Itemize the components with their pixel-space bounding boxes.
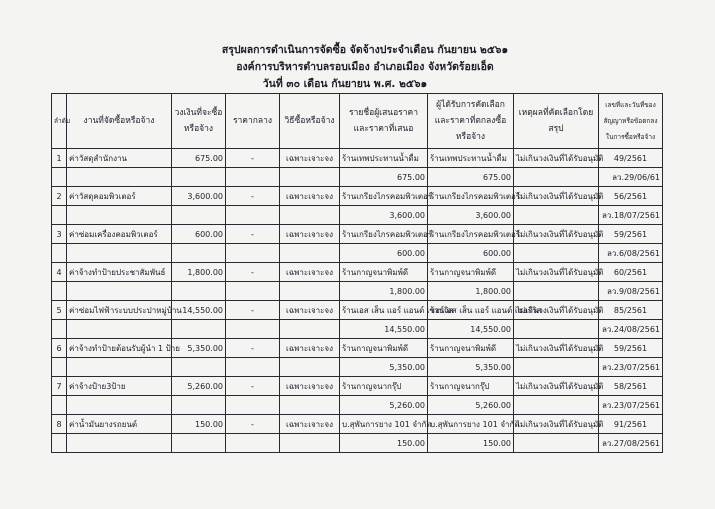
procurement-method: เฉพาะเจาะจง xyxy=(280,377,340,396)
budget-amount: 600.00 xyxy=(172,225,226,244)
winning-price: 150.00 xyxy=(428,434,514,453)
empty-cell xyxy=(172,396,226,415)
bid-price: 3,600.00 xyxy=(340,206,428,225)
empty-cell xyxy=(280,244,340,263)
organization-name: องค์การบริหารตำบลรอบเมือง อำเภอเมือง จังหวัดร้อยเอ็ด xyxy=(236,61,494,73)
table-row-price xyxy=(52,168,663,187)
winner-name: ร้านกาญจนากรุ๊ป xyxy=(428,377,514,396)
selection-reason: ไม่เกินวงเงินที่ได้รับอนุมัติ xyxy=(514,187,599,206)
empty-cell xyxy=(514,244,599,263)
empty-cell xyxy=(172,282,226,301)
contract-number: 91/2561 xyxy=(599,415,663,434)
winning-price: 3,600.00 xyxy=(428,206,514,225)
empty-cell xyxy=(514,396,599,415)
empty-cell xyxy=(514,434,599,453)
contract-number: 59/2561 xyxy=(599,339,663,358)
empty-cell xyxy=(172,206,226,225)
bid-price: 600.00 xyxy=(340,244,428,263)
empty-cell xyxy=(67,244,172,263)
bidder-name: ร้านกาญจนากรุ๊ป xyxy=(340,377,428,396)
empty-cell xyxy=(280,320,340,339)
empty-cell xyxy=(67,358,172,377)
row-number: 3 xyxy=(52,225,67,244)
winning-price: 600.00 xyxy=(428,244,514,263)
item-name: ค่าน้ำมันยางรถยนต์ xyxy=(67,415,172,434)
median-price: - xyxy=(226,187,280,206)
selection-reason: ไม่เกินวงเงินที่ได้รับอนุมัติ xyxy=(514,377,599,396)
median-price: - xyxy=(226,377,280,396)
selection-reason: ไม่เกินวงเงินที่ได้รับอนุมัติ xyxy=(514,263,599,282)
bidder-name: ร้านกาญจนาพิมพ์ดี xyxy=(340,263,428,282)
procurement-method: เฉพาะเจาะจง xyxy=(280,415,340,434)
winner-name: ร้านเกรียงไกรคอมพิวเตอร์ xyxy=(428,225,514,244)
empty-cell xyxy=(514,282,599,301)
bid-price: 675.00 xyxy=(340,168,428,187)
col-header-method: วิธีซื้อหรือจ้าง xyxy=(280,94,340,149)
contract-date: ลว.18/07/2561 xyxy=(599,206,663,225)
table-row-price xyxy=(52,206,663,225)
table-row-price xyxy=(52,282,663,301)
empty-cell xyxy=(52,320,67,339)
median-price: - xyxy=(226,263,280,282)
procurement-method: เฉพาะเจาะจง xyxy=(280,339,340,358)
empty-cell xyxy=(67,396,172,415)
selection-reason: ไม่เกินวงเงินที่ได้รับอนุมัติ xyxy=(514,149,599,168)
contract-date: ลว.23/07/2561 xyxy=(599,358,663,377)
empty-cell xyxy=(280,206,340,225)
empty-cell xyxy=(226,434,280,453)
table-row xyxy=(52,187,663,206)
table-header-row xyxy=(52,94,663,149)
report-title: สรุปผลการดำเนินการจัดซื้อ จัดจ้างประจำเดือน กันยายน ๒๕๖๑ xyxy=(221,44,509,56)
budget-amount: 675.00 xyxy=(172,149,226,168)
item-name: ค่าวัสดุคอมพิวเตอร์ xyxy=(67,187,172,206)
empty-cell xyxy=(67,320,172,339)
budget-amount: 5,350.00 xyxy=(172,339,226,358)
budget-amount: 14,550.00 xyxy=(172,301,226,320)
col-header-budget: วงเงินที่จะซื้อหรือจ้าง xyxy=(172,94,226,149)
col-header-no: ลำดับ xyxy=(52,94,67,149)
table-row xyxy=(52,377,663,396)
empty-cell xyxy=(280,168,340,187)
selection-reason: ไม่เกินวงเงินที่ได้รับอนุมัติ xyxy=(514,225,599,244)
empty-cell xyxy=(514,358,599,377)
budget-amount: 3,600.00 xyxy=(172,187,226,206)
bidder-name: ร้านเกรียงไกรคอมพิวเตอร์ xyxy=(340,225,428,244)
table-row xyxy=(52,225,663,244)
empty-cell xyxy=(226,396,280,415)
procurement-method: เฉพาะเจาะจง xyxy=(280,187,340,206)
contract-date: ลว.27/08/2561 xyxy=(599,434,663,453)
table-row xyxy=(52,263,663,282)
bidder-name: ร้านกาญจนาพิมพ์ดี xyxy=(340,339,428,358)
table-row-price xyxy=(52,358,663,377)
winner-name: ร้านเทพประทานน้ำดื่ม xyxy=(428,149,514,168)
empty-cell xyxy=(514,168,599,187)
empty-cell xyxy=(280,434,340,453)
bidder-name: บ.สุพันการยาง 101 จำกัด xyxy=(340,415,428,434)
col-header-winner: ผู้ได้รับการคัดเลือกและราคาที่ตกลงซื้อหรือจ้าง xyxy=(428,94,514,149)
bid-price: 14,550.00 xyxy=(340,320,428,339)
empty-cell xyxy=(67,282,172,301)
row-number: 7 xyxy=(52,377,67,396)
bidder-name: ร้านเกรียงไกรคอมพิวเตอร์ xyxy=(340,187,428,206)
median-price: - xyxy=(226,225,280,244)
col-header-reason: เหตุผลที่คัดเลือกโดยสรุป xyxy=(514,94,599,149)
bid-price: 5,350.00 xyxy=(340,358,428,377)
procurement-method: เฉพาะเจาะจง xyxy=(280,149,340,168)
winning-price: 675.00 xyxy=(428,168,514,187)
table-row xyxy=(52,339,663,358)
col-header-median-price: ราคากลาง xyxy=(226,94,280,149)
selection-reason: ไม่เกินวงเงินที่ได้รับอนุมัติ xyxy=(514,415,599,434)
row-number: 5 xyxy=(52,301,67,320)
table-row-price xyxy=(52,244,663,263)
empty-cell xyxy=(280,358,340,377)
empty-cell xyxy=(226,206,280,225)
median-price: - xyxy=(226,339,280,358)
col-header-bidders: รายชื่อผู้เสนอราคาและราคาที่เสนอ xyxy=(340,94,428,149)
empty-cell xyxy=(172,358,226,377)
procurement-method: เฉพาะเจาะจง xyxy=(280,263,340,282)
winner-name: บ.สุพันการยาง 101 จำกัด xyxy=(428,415,514,434)
winning-price: 5,350.00 xyxy=(428,358,514,377)
col-header-item: งานที่จัดซื้อหรือจ้าง xyxy=(67,94,172,149)
empty-cell xyxy=(226,168,280,187)
contract-number: 49/2561 xyxy=(599,149,663,168)
empty-cell xyxy=(52,244,67,263)
winner-name: ร้านเกรียงไกรคอมพิวเตอร์ xyxy=(428,187,514,206)
budget-amount: 5,260.00 xyxy=(172,377,226,396)
table-row xyxy=(52,415,663,434)
median-price: - xyxy=(226,149,280,168)
row-number: 2 xyxy=(52,187,67,206)
contract-number: 60/2561 xyxy=(599,263,663,282)
bid-price: 1,800.00 xyxy=(340,282,428,301)
empty-cell xyxy=(67,206,172,225)
winner-name: ร้านกาญจนาพิมพ์ดี xyxy=(428,263,514,282)
contract-date: ลว.29/06/61 xyxy=(599,168,663,187)
contract-number: 59/2561 xyxy=(599,225,663,244)
table-row-price xyxy=(52,320,663,339)
item-name: ค่าซ่อมไฟฟ้าระบบประปาหมู่บ้าน xyxy=(67,301,172,320)
empty-cell xyxy=(52,282,67,301)
row-number: 1 xyxy=(52,149,67,168)
item-name: ค่าจ้างป้าย3ป้าย xyxy=(67,377,172,396)
contract-number: 58/2561 xyxy=(599,377,663,396)
bid-price: 150.00 xyxy=(340,434,428,453)
empty-cell xyxy=(67,434,172,453)
median-price: - xyxy=(226,415,280,434)
table-row xyxy=(52,301,663,320)
budget-amount: 150.00 xyxy=(172,415,226,434)
contract-date: ลว.9/08/2561 xyxy=(599,282,663,301)
winning-price: 5,260.00 xyxy=(428,396,514,415)
report-date: วันที่ ๓๐ เดือน กันยายน พ.ศ. ๒๕๖๑ xyxy=(262,78,428,90)
empty-cell xyxy=(52,396,67,415)
item-name: ค่าจ้างทำป้ายประชาสัมพันธ์ xyxy=(67,263,172,282)
median-price: - xyxy=(226,301,280,320)
empty-cell xyxy=(280,396,340,415)
table-row-price xyxy=(52,434,663,453)
empty-cell xyxy=(52,206,67,225)
empty-cell xyxy=(226,358,280,377)
empty-cell xyxy=(226,244,280,263)
procurement-method: เฉพาะเจาะจง xyxy=(280,225,340,244)
empty-cell xyxy=(226,282,280,301)
selection-reason: ไม่เกินวงเงินที่ได้รับอนุมัติ xyxy=(514,339,599,358)
item-name: ค่าวัสดุสำนักงาน xyxy=(67,149,172,168)
col-header-contract: เลขที่และวันที่ของสัญญาหรือข้อตกลงในการซื้อหรือจ้าง xyxy=(599,94,663,149)
procurement-method: เฉพาะเจาะจง xyxy=(280,301,340,320)
row-number: 6 xyxy=(52,339,67,358)
budget-amount: 1,800.00 xyxy=(172,263,226,282)
empty-cell xyxy=(172,168,226,187)
winning-price: 14,550.00 xyxy=(428,320,514,339)
contract-date: ลว.23/07/2561 xyxy=(599,396,663,415)
bid-price: 5,260.00 xyxy=(340,396,428,415)
empty-cell xyxy=(67,168,172,187)
empty-cell xyxy=(52,358,67,377)
item-name: ค่าจ้างทำป้ายต้อนรับผู้นำ 1 ป้าย xyxy=(67,339,172,358)
winning-price: 1,800.00 xyxy=(428,282,514,301)
empty-cell xyxy=(52,168,67,187)
empty-cell xyxy=(172,320,226,339)
winner-name: ร้านเอส เส็น แอร์ แอนด์ เซอร์วิส xyxy=(428,301,514,320)
contract-date: ลว.24/08/2561 xyxy=(599,320,663,339)
empty-cell xyxy=(514,206,599,225)
contract-number: 85/2561 xyxy=(599,301,663,320)
table-row-price xyxy=(52,396,663,415)
empty-cell xyxy=(514,320,599,339)
procurement-table xyxy=(51,93,663,453)
selection-reason: ไม่เกินวงเงินที่ได้รับอนุมัติ xyxy=(514,301,599,320)
contract-date: ลว.6/08/2561 xyxy=(599,244,663,263)
bidder-name: ร้านเทพประทานน้ำดื่ม xyxy=(340,149,428,168)
table-row xyxy=(52,149,663,168)
bidder-name: ร้านเอส เส็น แอร์ แอนด์ เซอร์วิส xyxy=(340,301,428,320)
empty-cell xyxy=(52,434,67,453)
empty-cell xyxy=(172,434,226,453)
empty-cell xyxy=(172,244,226,263)
contract-number: 56/2561 xyxy=(599,187,663,206)
winner-name: ร้านกาญจนาพิมพ์ดี xyxy=(428,339,514,358)
empty-cell xyxy=(226,320,280,339)
item-name: ค่าซ่อมเครื่องคอมพิวเตอร์ xyxy=(67,225,172,244)
empty-cell xyxy=(280,282,340,301)
row-number: 4 xyxy=(52,263,67,282)
row-number: 8 xyxy=(52,415,67,434)
